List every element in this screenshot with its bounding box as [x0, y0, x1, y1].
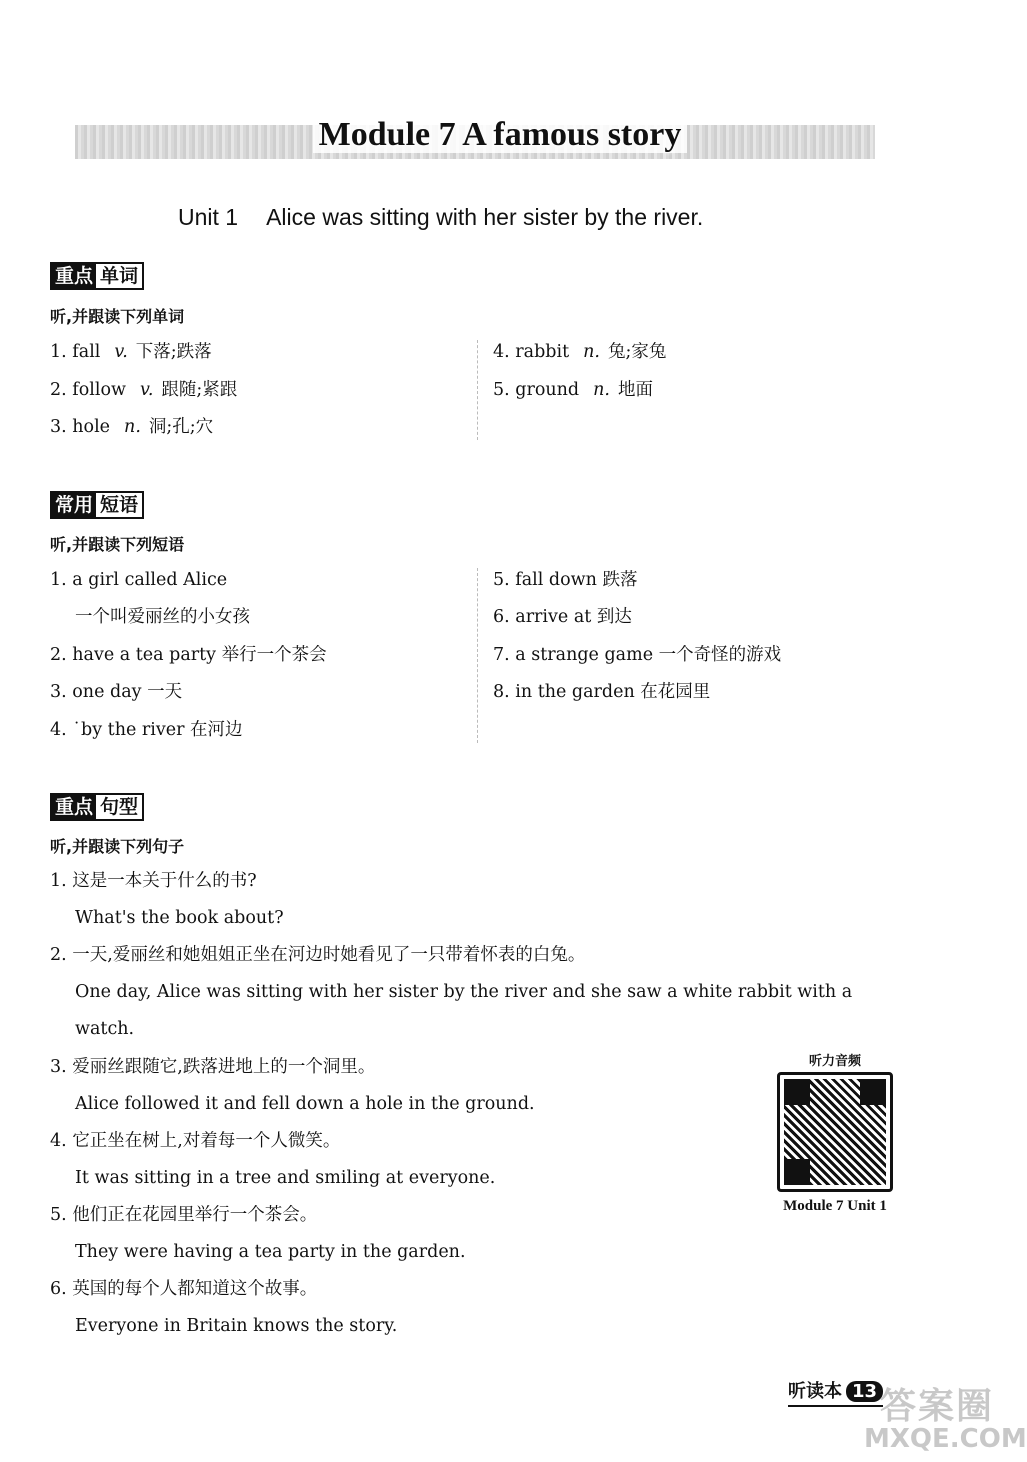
phrases-section-heading: 常用 短语	[50, 491, 144, 519]
phrase-item: 8. in the garden 在花园里	[493, 682, 711, 702]
phrases-instruction: 听,并跟读下列短语	[50, 535, 185, 554]
phrase-translation: 一个叫爱丽丝的小女孩	[75, 607, 250, 627]
words-instruction: 听,并跟读下列单词	[50, 307, 185, 326]
audio-qr-block[interactable]	[772, 1050, 898, 1215]
unit-name: Alice was sitting with her sister by the river.	[266, 204, 704, 230]
sentence-english: One day, Alice was sitting with her sister by the river and she saw a white rabbit with a watch.	[75, 982, 853, 1039]
sentence-english: What's the book about?	[75, 908, 284, 928]
sentence-english: They were having a tea party in the garden.	[75, 1242, 466, 1262]
word-item: 1. fall v. 下落;跌落	[50, 342, 212, 362]
phrase-item: 4. ˙by the river 在河边	[50, 720, 243, 740]
watermark-logo: 答案圈	[880, 1386, 995, 1427]
sentence-chinese: 5. 他们正在花园里举行一个茶会。	[50, 1205, 318, 1225]
sentence-chinese: 2. 一天,爱丽丝和她姐姐正坐在河边时她看见了一只带着怀表的白兔。	[50, 945, 586, 965]
unit-title	[178, 204, 703, 231]
qr-code-pattern	[784, 1079, 886, 1185]
sentences-section-heading: 重点 句型	[50, 793, 144, 821]
sentence-chinese: 4. 它正坐在树上,对着每一个人微笑。	[50, 1131, 341, 1151]
word-item: 5. ground n. 地面	[493, 380, 653, 400]
qr-label: 听力音频	[808, 1054, 861, 1069]
sentence-english: Everyone in Britain knows the story.	[75, 1316, 398, 1336]
sentence-chinese: 1. 这是一本关于什么的书?	[50, 871, 257, 891]
watermark-url: MXQE.COM	[864, 1424, 1027, 1454]
page-number: 13	[846, 1381, 883, 1402]
sentence-chinese: 3. 爱丽丝跟随它,跌落进地上的一个洞里。	[50, 1057, 376, 1077]
phrase-item: 7. a strange game 一个奇怪的游戏	[493, 645, 782, 665]
module-title: Module 7 A famous story	[0, 116, 1000, 154]
word-item: 3. hole n. 洞;孔;穴	[50, 417, 214, 437]
unit-number: Unit 1	[178, 204, 239, 230]
phrase-item: 6. arrive at 到达	[493, 607, 632, 627]
qr-caption: Module 7 Unit 1	[783, 1198, 887, 1214]
qr-code[interactable]	[777, 1072, 893, 1192]
column-divider	[477, 568, 478, 743]
phrase-item: 1. a girl called Alice	[50, 570, 228, 590]
phrase-item: 3. one day 一天	[50, 682, 183, 702]
footer-label: 听读本	[788, 1381, 842, 1402]
phrase-item: 5. fall down 跌落	[493, 570, 638, 590]
word-item: 4. rabbit n. 兔;家兔	[493, 342, 667, 362]
sentence-english: Alice followed it and fell down a hole in the ground.	[75, 1094, 535, 1114]
words-section-heading: 重点 单词	[50, 262, 144, 290]
sentences-instruction: 听,并跟读下列句子	[50, 837, 185, 856]
column-divider	[477, 340, 478, 440]
word-item: 2. follow v. 跟随;紧跟	[50, 380, 238, 400]
sentence-chinese: 6. 英国的每个人都知道这个故事。	[50, 1279, 318, 1299]
sentence-english: It was sitting in a tree and smiling at everyone.	[75, 1168, 496, 1188]
phrase-item: 2. have a tea party 举行一个茶会	[50, 645, 327, 665]
page-footer	[788, 1377, 883, 1407]
